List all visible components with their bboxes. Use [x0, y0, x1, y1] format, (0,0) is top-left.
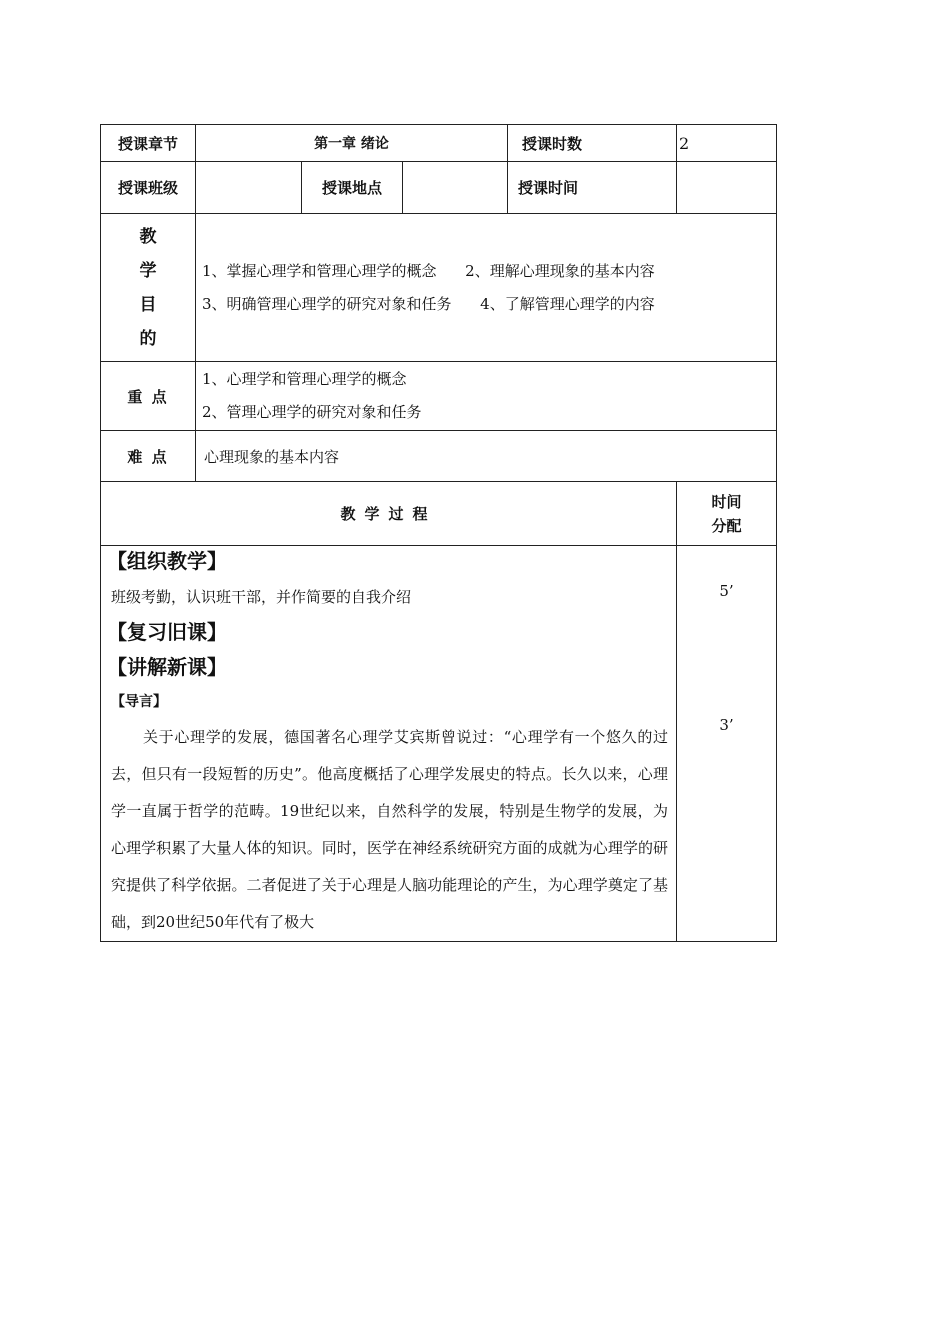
organize-text: 班级考勤，认识班干部，并作简要的自我介绍: [111, 588, 412, 606]
hours-value: 2: [677, 125, 777, 162]
time-title-line-2: 分配: [711, 516, 742, 535]
objectives-label-char: 教: [139, 226, 157, 247]
key-points-label: 重 点: [101, 362, 196, 431]
time-mark: 5’: [719, 582, 734, 600]
difficulties-content: 心理现象的基本内容: [196, 431, 777, 482]
organize-heading: 【组织教学】: [107, 549, 227, 573]
key-point-item: 1、心理学和管理心理学的概念: [202, 370, 407, 388]
intro-paragraph: 关于心理学的发展，德国著名心理学艾宾斯曾说过：“心理学有一个悠久的过去，但只有一段短暂的历史”。他高度概括了心理学发展史的特点。长久以来，心理学一直属于哲学的范畴。19世纪以来，自然科学的发展，特别是生物学的发展，为心理学积累了大量人体的知识。同时，医学在神经系统研究方面的成就为心理学的研究提供了科学依据。二者促进了关于心理是人脑功能理论的产生，为心理学奠定了基础，到20世纪50年代有了极大: [111, 728, 669, 931]
chapter-label: 授课章节: [101, 125, 196, 162]
objectives-line-1: 1、掌握心理学和管理心理学的概念 2、理解心理现象的基本内容: [202, 261, 655, 280]
class-row: [101, 162, 777, 214]
objectives-content: [196, 214, 777, 362]
difficulties-label: 难 点: [101, 431, 196, 482]
objectives-label-char: 目: [139, 294, 157, 315]
hours-label: 授课时数: [508, 125, 677, 162]
objectives-label: [101, 214, 196, 362]
class-value: [196, 162, 302, 214]
time-value: [677, 162, 777, 214]
time-allocation-column: [677, 546, 777, 942]
time-allocation-title: [677, 482, 777, 546]
objectives-line-2: 3、明确管理心理学的研究对象和任务 4、了解管理心理学的内容: [202, 294, 655, 313]
location-label: 授课地点: [302, 162, 403, 214]
review-heading: 【复习旧课】: [107, 620, 227, 644]
objectives-row: [101, 214, 777, 362]
lesson-plan-table: [100, 124, 777, 942]
time-label: 授课时间: [508, 162, 677, 214]
objectives-label-char: 的: [139, 328, 157, 349]
time-title-line-1: 时间: [711, 492, 742, 511]
class-label: 授课班级: [101, 162, 196, 214]
time-mark: 3’: [719, 716, 734, 734]
objectives-label-char: 学: [139, 260, 157, 281]
new-lesson-heading: 【讲解新课】: [107, 655, 227, 679]
chapter-value: 第一章 绪论: [196, 125, 508, 162]
key-points-row: [101, 362, 777, 431]
key-point-item: 2、管理心理学的研究对象和任务: [202, 403, 422, 421]
process-content: [101, 546, 677, 942]
intro-heading: 【导言】: [111, 694, 167, 710]
process-header-row: [101, 482, 777, 546]
key-points-content: [196, 362, 777, 431]
process-body-row: [101, 546, 777, 942]
chapter-row: [101, 125, 777, 162]
difficulties-row: [101, 431, 777, 482]
location-value: [403, 162, 508, 214]
process-title: 教学过程: [101, 482, 677, 546]
